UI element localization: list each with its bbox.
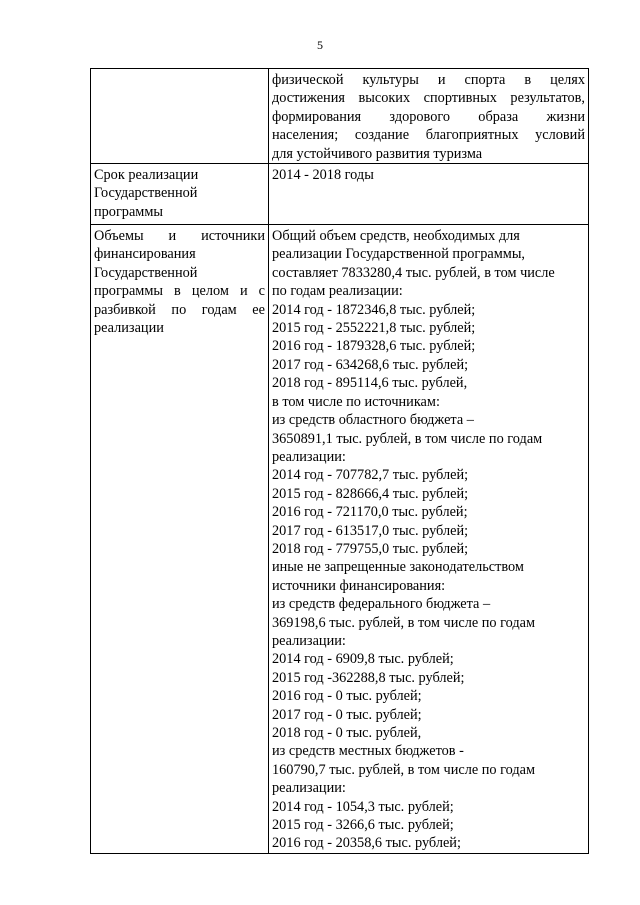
funding-line: 369198,6 тыс. рублей, в том числе по годам bbox=[272, 614, 536, 631]
program-passport-table bbox=[90, 68, 589, 854]
funding-line: 2014 год - 1872346,8 тыс. рублей; bbox=[272, 301, 476, 318]
funding-line: из средств федерального бюджета – bbox=[272, 596, 491, 613]
row1-value-line: физической культуры и спорта в целях bbox=[272, 72, 585, 88]
row1-value-line: достижения высоких спортивных результатов, bbox=[272, 90, 585, 107]
funding-line: 2017 год - 634268,6 тыс. рублей; bbox=[272, 356, 469, 373]
funding-line: 2018 год - 779755,0 тыс. рублей; bbox=[272, 540, 469, 557]
funding-line: 2018 год - 0 тыс. рублей, bbox=[272, 725, 422, 741]
funding-line: 2015 год -362288,8 тыс. рублей; bbox=[272, 669, 465, 686]
funding-line: реализации: bbox=[272, 448, 346, 465]
row3-value-cell bbox=[269, 225, 589, 854]
funding-line: иные не запрещенные законодательством bbox=[272, 559, 524, 576]
funding-line: реализации Государственной программы, bbox=[272, 246, 525, 263]
row2-label-cell bbox=[91, 164, 269, 225]
row3-label-line: разбивкой по годам ее bbox=[94, 301, 265, 318]
funding-line: 2015 год - 3266,6 тыс. рублей; bbox=[272, 817, 454, 834]
page-number: 5 bbox=[317, 38, 323, 52]
funding-line: 160790,7 тыс. рублей, в том числе по годам bbox=[272, 761, 536, 778]
funding-line: 2016 год - 721170,0 тыс. рублей; bbox=[272, 504, 468, 521]
funding-line: из средств местных бюджетов - bbox=[272, 743, 464, 760]
funding-line: 3650891,1 тыс. рублей, в том числе по годам bbox=[272, 430, 543, 447]
table-row-program-term bbox=[91, 164, 589, 225]
funding-line: 2015 год - 2552221,8 тыс. рублей; bbox=[272, 320, 476, 337]
funding-line: Общий объем средств, необходимых для bbox=[272, 228, 520, 245]
funding-line: 2014 год - 6909,8 тыс. рублей; bbox=[272, 651, 454, 668]
table-row-funding bbox=[91, 225, 589, 854]
row3-label-line: Государственной bbox=[94, 264, 198, 281]
funding-line: 2016 год - 1879328,6 тыс. рублей; bbox=[272, 338, 476, 355]
row2-value-cell bbox=[269, 164, 589, 225]
row3-label-line: финансирования bbox=[94, 246, 196, 263]
row1-value-line: формирования здорового образа жизни bbox=[272, 108, 585, 125]
program-term-value: 2014 - 2018 годы bbox=[272, 167, 374, 184]
funding-line: 2016 год - 20358,6 тыс. рублей; bbox=[272, 835, 461, 852]
funding-line: источники финансирования: bbox=[272, 577, 446, 594]
row3-label-line: Объемы и источники bbox=[94, 228, 265, 245]
row3-label-line: реализации bbox=[94, 320, 164, 337]
funding-line: реализации: bbox=[272, 632, 346, 649]
funding-line: 2014 год - 707782,7 тыс. рублей; bbox=[272, 467, 469, 484]
funding-line: 2015 год - 828666,4 тыс. рублей; bbox=[272, 485, 469, 502]
funding-line: 2017 год - 613517,0 тыс. рублей; bbox=[272, 522, 469, 539]
row1-label-cell bbox=[91, 69, 269, 164]
funding-line: из средств областного бюджета – bbox=[272, 412, 474, 429]
row2-label-line: Государственной bbox=[94, 185, 198, 202]
row1-value-cell bbox=[269, 69, 589, 164]
funding-line: реализации: bbox=[272, 780, 346, 797]
row3-label-line: программы в целом и с bbox=[94, 283, 265, 300]
row2-label-line: программы bbox=[94, 203, 164, 220]
funding-line: в том числе по источникам: bbox=[272, 393, 440, 410]
funding-line: 2018 год - 895114,6 тыс. рублей, bbox=[272, 375, 468, 392]
funding-line: по годам реализации: bbox=[272, 283, 403, 300]
funding-line: 2017 год - 0 тыс. рублей; bbox=[272, 706, 422, 723]
table-row-goals-continued bbox=[91, 69, 589, 164]
funding-line: составляет 7833280,4 тыс. рублей, в том числе bbox=[272, 264, 555, 281]
funding-line: 2016 год - 0 тыс. рублей; bbox=[272, 688, 422, 705]
row1-value-line: населения; создание благоприятных условий bbox=[272, 127, 585, 144]
row2-label-line: Срок реализации bbox=[94, 167, 199, 184]
funding-line: 2014 год - 1054,3 тыс. рублей; bbox=[272, 798, 454, 815]
row1-value-line: для устойчивого развития туризма bbox=[272, 145, 483, 162]
row3-label-cell bbox=[91, 225, 269, 854]
